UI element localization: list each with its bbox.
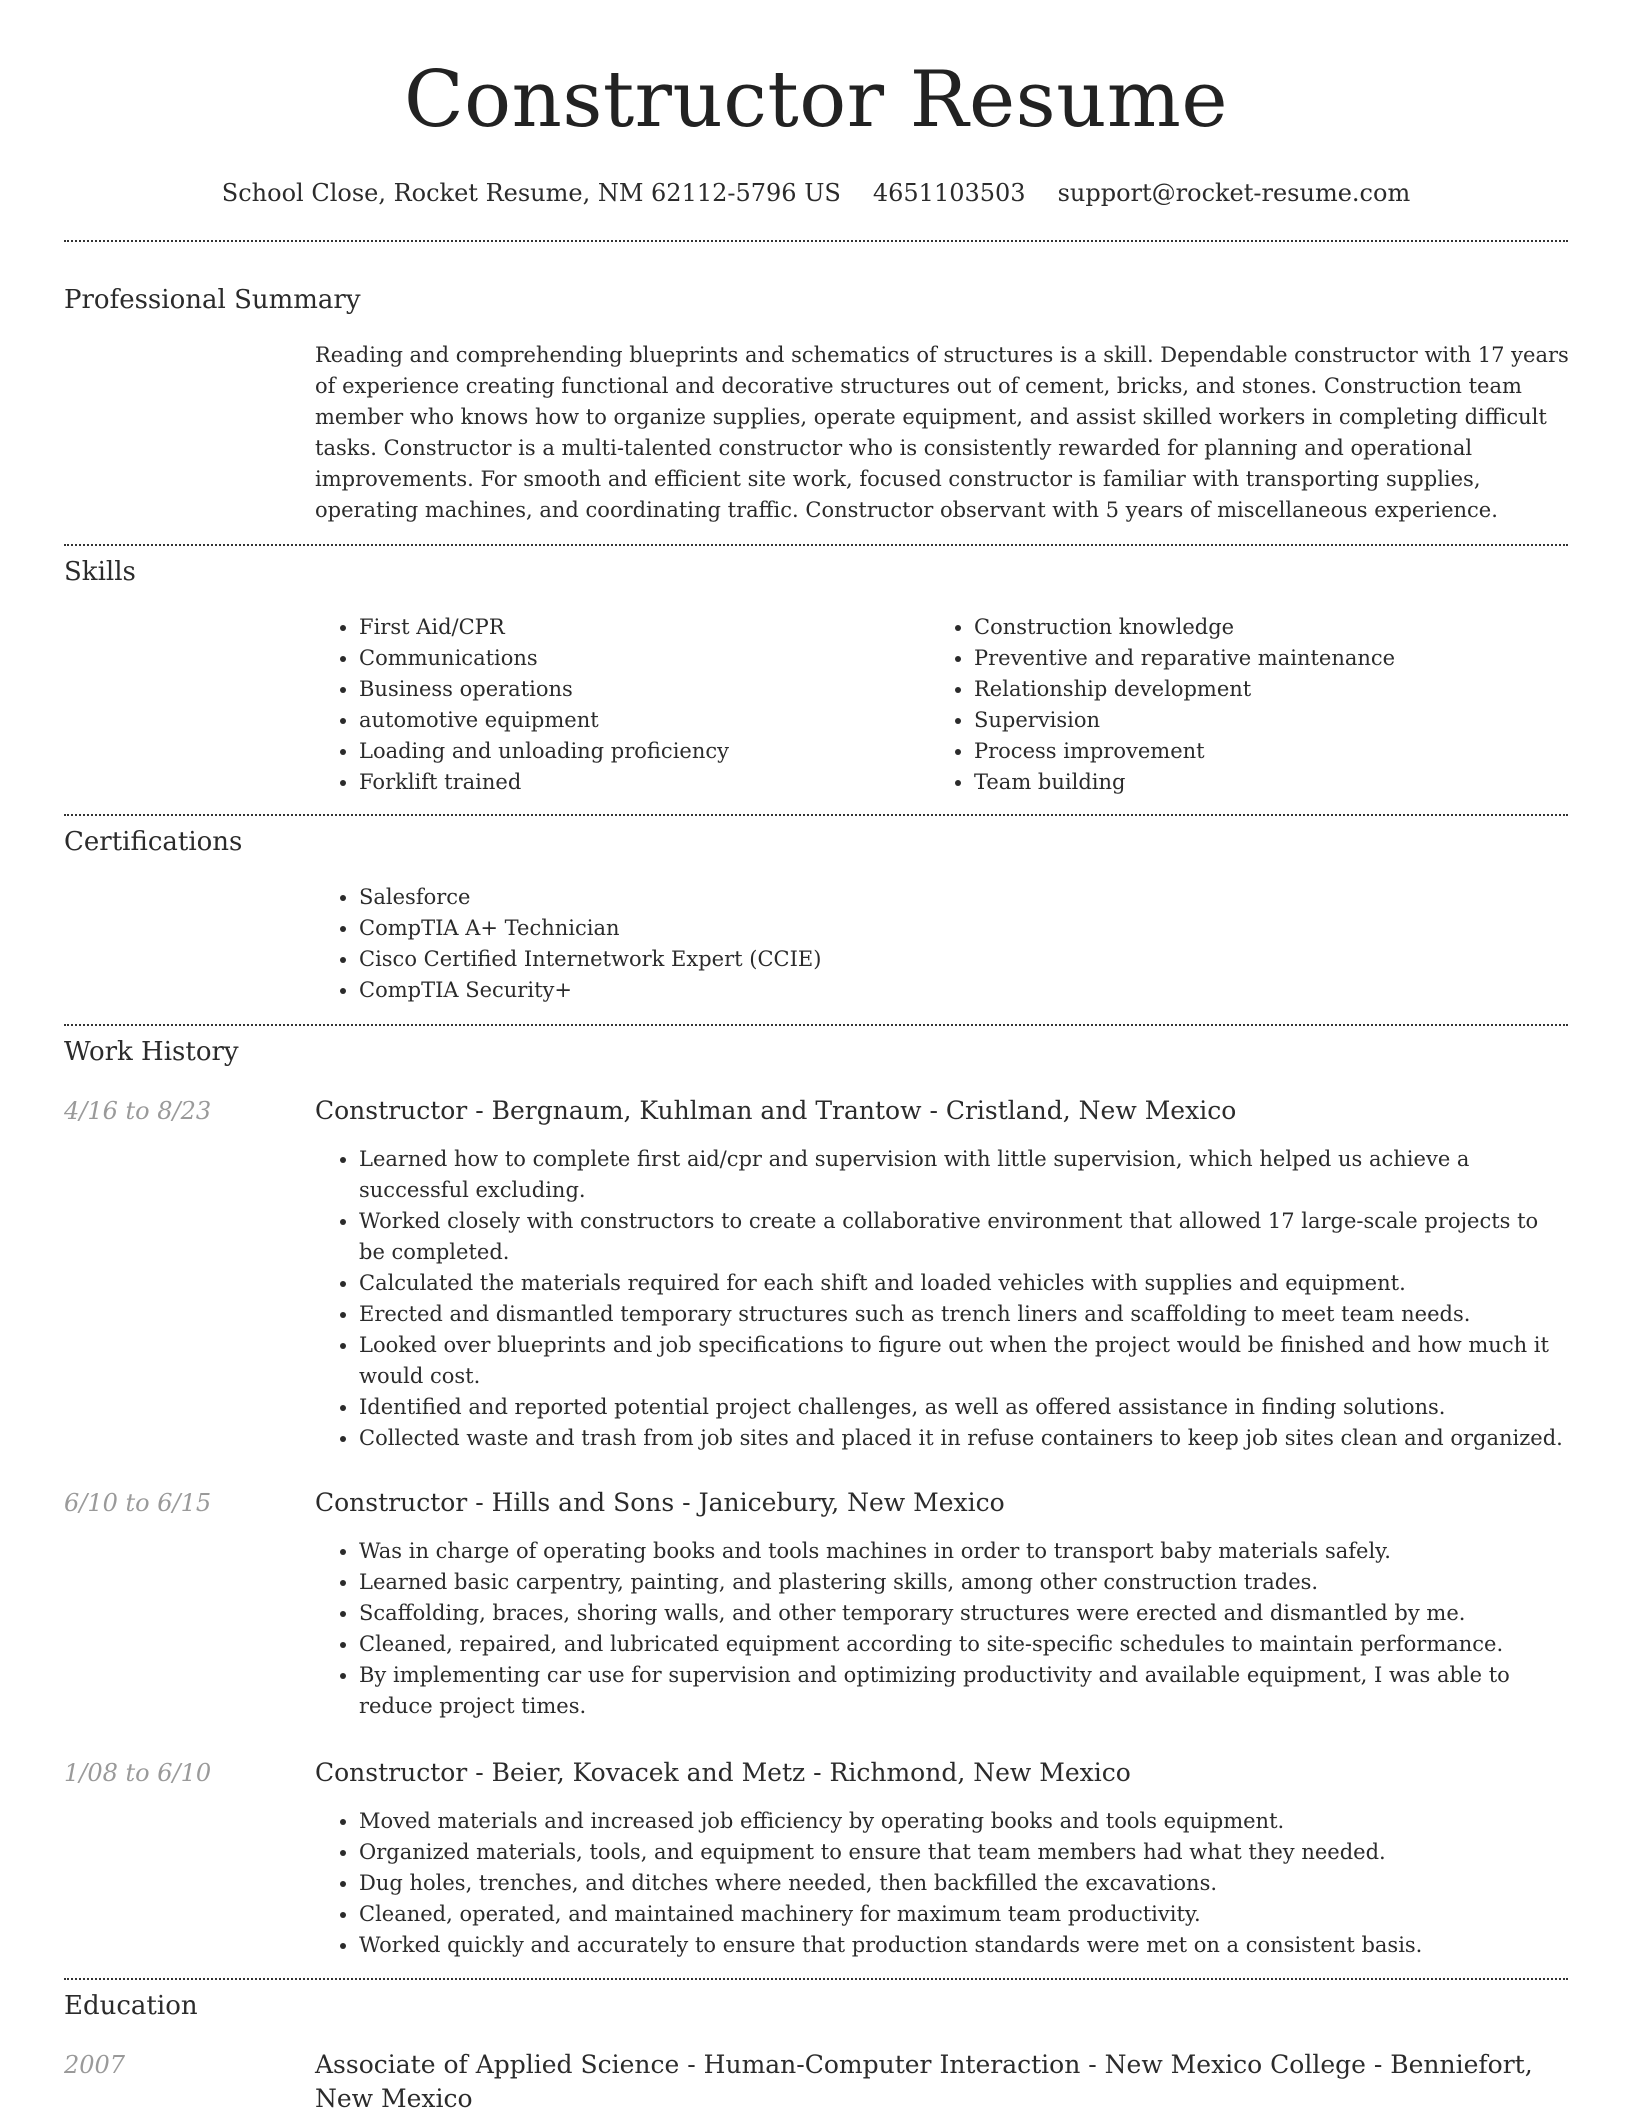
certification-item: • Salesforce <box>359 882 1559 913</box>
section-divider <box>64 240 1568 242</box>
section-divider <box>64 1978 1568 1980</box>
certification-item: • CompTIA Security+ <box>359 975 1559 1006</box>
skill-item: • Communications <box>359 643 919 674</box>
skill-item: • Relationship development <box>974 674 1594 705</box>
skill-item: • Forklift trained <box>359 767 919 798</box>
job-bullets <box>315 1536 1569 1722</box>
resume-name: Constructor Resume <box>403 55 1229 145</box>
work-history-heading: Work History <box>64 1037 239 1067</box>
section-divider <box>64 1024 1568 1026</box>
job-dates: 1/08 to 6/10 <box>64 1759 212 1787</box>
skill-item: • Loading and unloading proficiency <box>359 736 919 767</box>
job-bullet: • Organized materials, tools, and equipment to ensure that team members had what they needed. <box>359 1837 1569 1868</box>
education-heading: Education <box>64 1991 198 2021</box>
skill-item: • Business operations <box>359 674 919 705</box>
skills-list-right <box>930 612 1594 798</box>
education-year: 2007 <box>64 2051 126 2079</box>
certifications-list <box>315 882 1559 1006</box>
job-bullet: • Learned how to complete first aid/cpr and supervision with little supervision, which helped us achieve a successful excluding. <box>359 1144 1569 1206</box>
skill-item: • Supervision <box>974 705 1594 736</box>
skills-heading: Skills <box>64 557 136 587</box>
skill-item: • First Aid/CPR <box>359 612 919 643</box>
skill-item: • Preventive and reparative maintenance <box>974 643 1594 674</box>
certification-item: • Cisco Certified Internetwork Expert (CCIE) <box>359 944 1559 975</box>
job-bullet: • Was in charge of operating books and tools machines in order to transport baby materials safely. <box>359 1536 1569 1567</box>
skill-item: • Process improvement <box>974 736 1594 767</box>
section-divider <box>64 814 1568 816</box>
section-divider <box>64 544 1568 546</box>
job-bullet: • Calculated the materials required for each shift and loaded vehicles with supplies and equipment. <box>359 1268 1569 1299</box>
job-dates: 6/10 to 6/15 <box>64 1489 212 1517</box>
skill-item: • Team building <box>974 767 1594 798</box>
job-bullet: • Dug holes, trenches, and ditches where needed, then backfilled the excavations. <box>359 1868 1569 1899</box>
job-bullet: • Looked over blueprints and job specifications to figure out when the project would be finished and how much it would cost. <box>359 1330 1569 1392</box>
education-degree: Associate of Applied Science - Human-Computer Interaction - New Mexico College - Benniefort, New Mexico <box>315 2050 1533 2113</box>
certifications-heading: Certifications <box>64 827 243 857</box>
job-title: Constructor - Bergnaum, Kuhlman and Trantow - Cristland, New Mexico <box>315 1096 1237 1125</box>
job-bullet: • Cleaned, operated, and maintained machinery for maximum team productivity. <box>359 1899 1569 1930</box>
address-text: School Close, Rocket Resume, NM 62112-5796 US <box>221 179 841 207</box>
skills-list-left <box>315 612 919 798</box>
summary-heading: Professional Summary <box>64 285 361 315</box>
job-bullet: • Learned basic carpentry, painting, and plastering skills, among other construction trades. <box>359 1567 1569 1598</box>
skill-item: • Construction knowledge <box>974 612 1594 643</box>
job-title: Constructor - Hills and Sons - Janicebury, New Mexico <box>315 1488 1005 1517</box>
summary-text: Reading and comprehending blueprints and schematics of structures is a skill. Dependable constructor with 17 years of experience creating functional and decorative structures out of cement, bricks, and stones. Construction team member who knows how to organize supplies, operate equipment, and assist skilled workers in completing difficult tasks. Constructor is a multi-talented constructor who is consistently rewarded for planning and operational improvements. For smooth and efficient site work, focused constructor is familiar with transporting supplies, operating machines, and coordinating traffic. Constructor observant with 5 years of miscellaneous experience. <box>315 343 1569 522</box>
job-bullet: • Worked quickly and accurately to ensure that production standards were met on a consistent basis. <box>359 1930 1569 1961</box>
job-bullet: • Scaffolding, braces, shoring walls, and other temporary structures were erected and dismantled by me. <box>359 1598 1569 1629</box>
job-bullet: • Worked closely with constructors to create a collaborative environment that allowed 17 large-scale projects to be completed. <box>359 1206 1569 1268</box>
job-bullet: • Erected and dismantled temporary structures such as trench liners and scaffolding to meet team needs. <box>359 1299 1569 1330</box>
job-bullet: • Cleaned, repaired, and lubricated equipment according to site-specific schedules to maintain performance. <box>359 1629 1569 1660</box>
job-bullet: • Moved materials and increased job efficiency by operating books and tools equipment. <box>359 1806 1569 1837</box>
resume-header <box>0 0 1632 208</box>
skill-item: • automotive equipment <box>359 705 919 736</box>
phone-text: 4651103503 <box>872 179 1026 207</box>
job-bullets <box>315 1144 1569 1454</box>
certification-item: • CompTIA A+ Technician <box>359 913 1559 944</box>
job-title: Constructor - Beier, Kovacek and Metz - Richmond, New Mexico <box>315 1758 1131 1787</box>
contact-line <box>0 178 1632 208</box>
job-bullet: • Collected waste and trash from job sites and placed it in refuse containers to keep job sites clean and organized. <box>359 1423 1569 1454</box>
email-link[interactable]: support@rocket-resume.com <box>1057 179 1411 207</box>
job-bullet: • By implementing car use for supervision and optimizing productivity and available equipment, I was able to reduce project times. <box>359 1660 1569 1722</box>
job-dates: 4/16 to 8/23 <box>64 1097 212 1125</box>
job-bullets <box>315 1806 1569 1961</box>
job-bullet: • Identified and reported potential project challenges, as well as offered assistance in finding solutions. <box>359 1392 1569 1423</box>
